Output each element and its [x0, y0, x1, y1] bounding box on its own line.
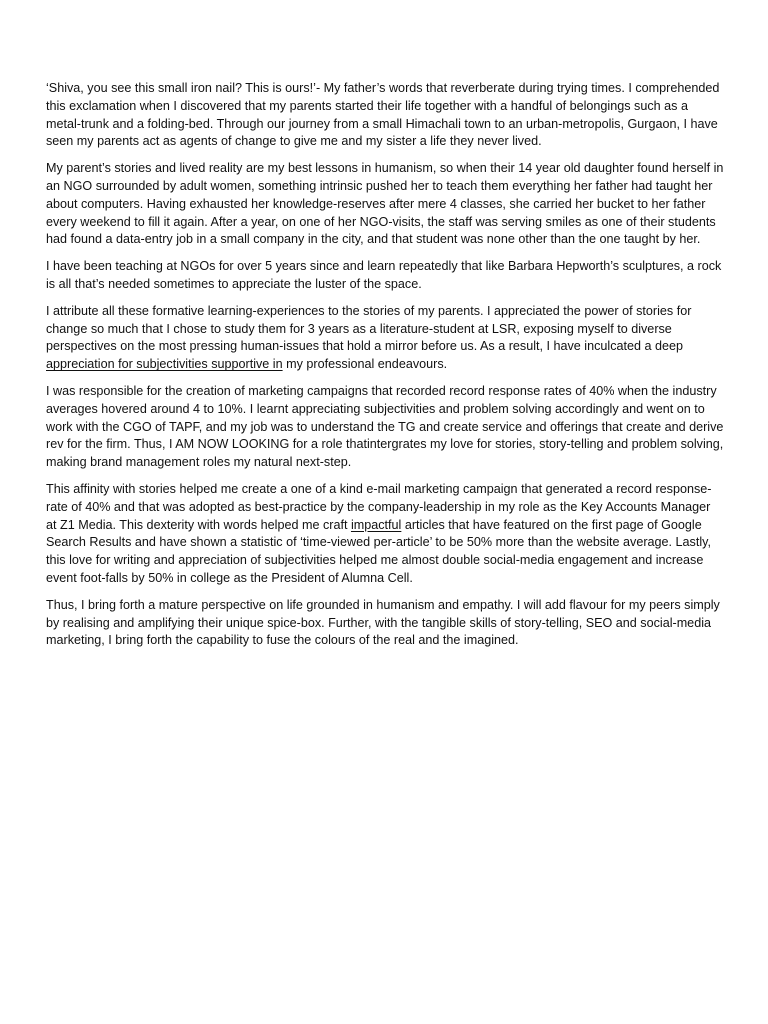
paragraph-4	[46, 303, 724, 374]
paragraph-4-text-end: my professional endeavours.	[282, 357, 448, 372]
paragraph-6-text-end: articles that have featured on the first page of Google Search Results and have shown a statistic of ‘time-viewed per-article’ to be 50% more than the website average. Lastly, this love for writing and appreciation of subjectivities helped me almost double social-media engagement and increase event foot-falls by 50% in college as the President of Alumna Cell.	[46, 517, 712, 585]
paragraph-4-text-start: I attribute all these formative learning-experiences to the stories of my parents. I appreciated the power of stories for change so much that I chose to study them for 3 years as a literature-student at LSR, exposing myself to diverse perspectives on the most pressing human-issues that hold a mirror before us. As a result, I have inculcated a deep	[46, 303, 692, 354]
paragraph-6-underlined-word: impactful	[350, 517, 402, 532]
paragraph-2	[46, 160, 724, 249]
paragraph-1-text: ‘Shiva, you see this small iron nail? This is ours!’- My father’s words that reverberate during trying times. I comprehended this exclamation when I discovered that my parents started their life together with a handful of belongings such as a metal-trunk and a folding-bed. Through our journey from a small Himachali town to an urban-metropolis, Gurgaon, I have seen my parents act as agents of change to give me and my sister a life they never lived.	[46, 81, 720, 149]
paragraph-5-text: I was responsible for the creation of marketing campaigns that recorded record response rates of 40% when the industry averages hovered around 4 to 10%. I learnt appreciating subjectivities and problem solving accordingly and went on to work with the CGO of TAPF, and my job was to understand the TG and create service and offerings that create and derive rev for the firm. Thus, I AM NOW LOOKING for a role thatintergrates my love for stories, story-telling and problem solving, making brand management roles my natural next-step.	[46, 383, 724, 470]
paragraph-3-text: I have been teaching at NGOs for over 5 years since and learn repeatedly that like Barbara Hepworth’s sculptures, a rock is all that’s needed sometimes to appreciate the luster of the space.	[46, 259, 722, 291]
paragraph-4-underlined-phrase: appreciation for subjectivities supportive in	[46, 357, 283, 372]
document-body	[46, 80, 724, 659]
paragraph-1	[46, 80, 724, 151]
paragraph-5	[46, 383, 724, 472]
paragraph-7-text: Thus, I bring forth a mature perspective on life grounded in humanism and empathy. I will add flavour for my peers simply by realising and amplifying their unique spice-box. Further, with the tangible skills of story-telling, SEO and social-media marketing, I bring forth the capability to fuse the colours of the real and the imagined.	[46, 597, 720, 648]
paragraph-7	[46, 597, 724, 650]
paragraph-6-text-start: This affinity with stories helped me create a one of a kind e-mail marketing campaign that generated a record response-rate of 40% and that was adopted as best-practice by the company-leadership in my role as the Key Accounts Manager at Z1 Media. This dexterity with words helped me craft	[46, 481, 712, 532]
paragraph-6	[46, 481, 724, 588]
paragraph-2-text: My parent’s stories and lived reality are my best lessons in humanism, so when their 14 year old daughter found herself in an NGO surrounded by adult women, something intrinsic pushed her to teach them everything her father had taught her about computers. Having exhausted her knowledge-reserves after mere 4 classes, she carried her bucket to her father every weekend to fill it again. After a year, on one of her NGO-visits, the staff was serving smiles as one of their students had found a data-entry job in a small company in the city, and that student was none other than the one taught by her.	[46, 161, 724, 247]
paragraph-3	[46, 258, 724, 294]
